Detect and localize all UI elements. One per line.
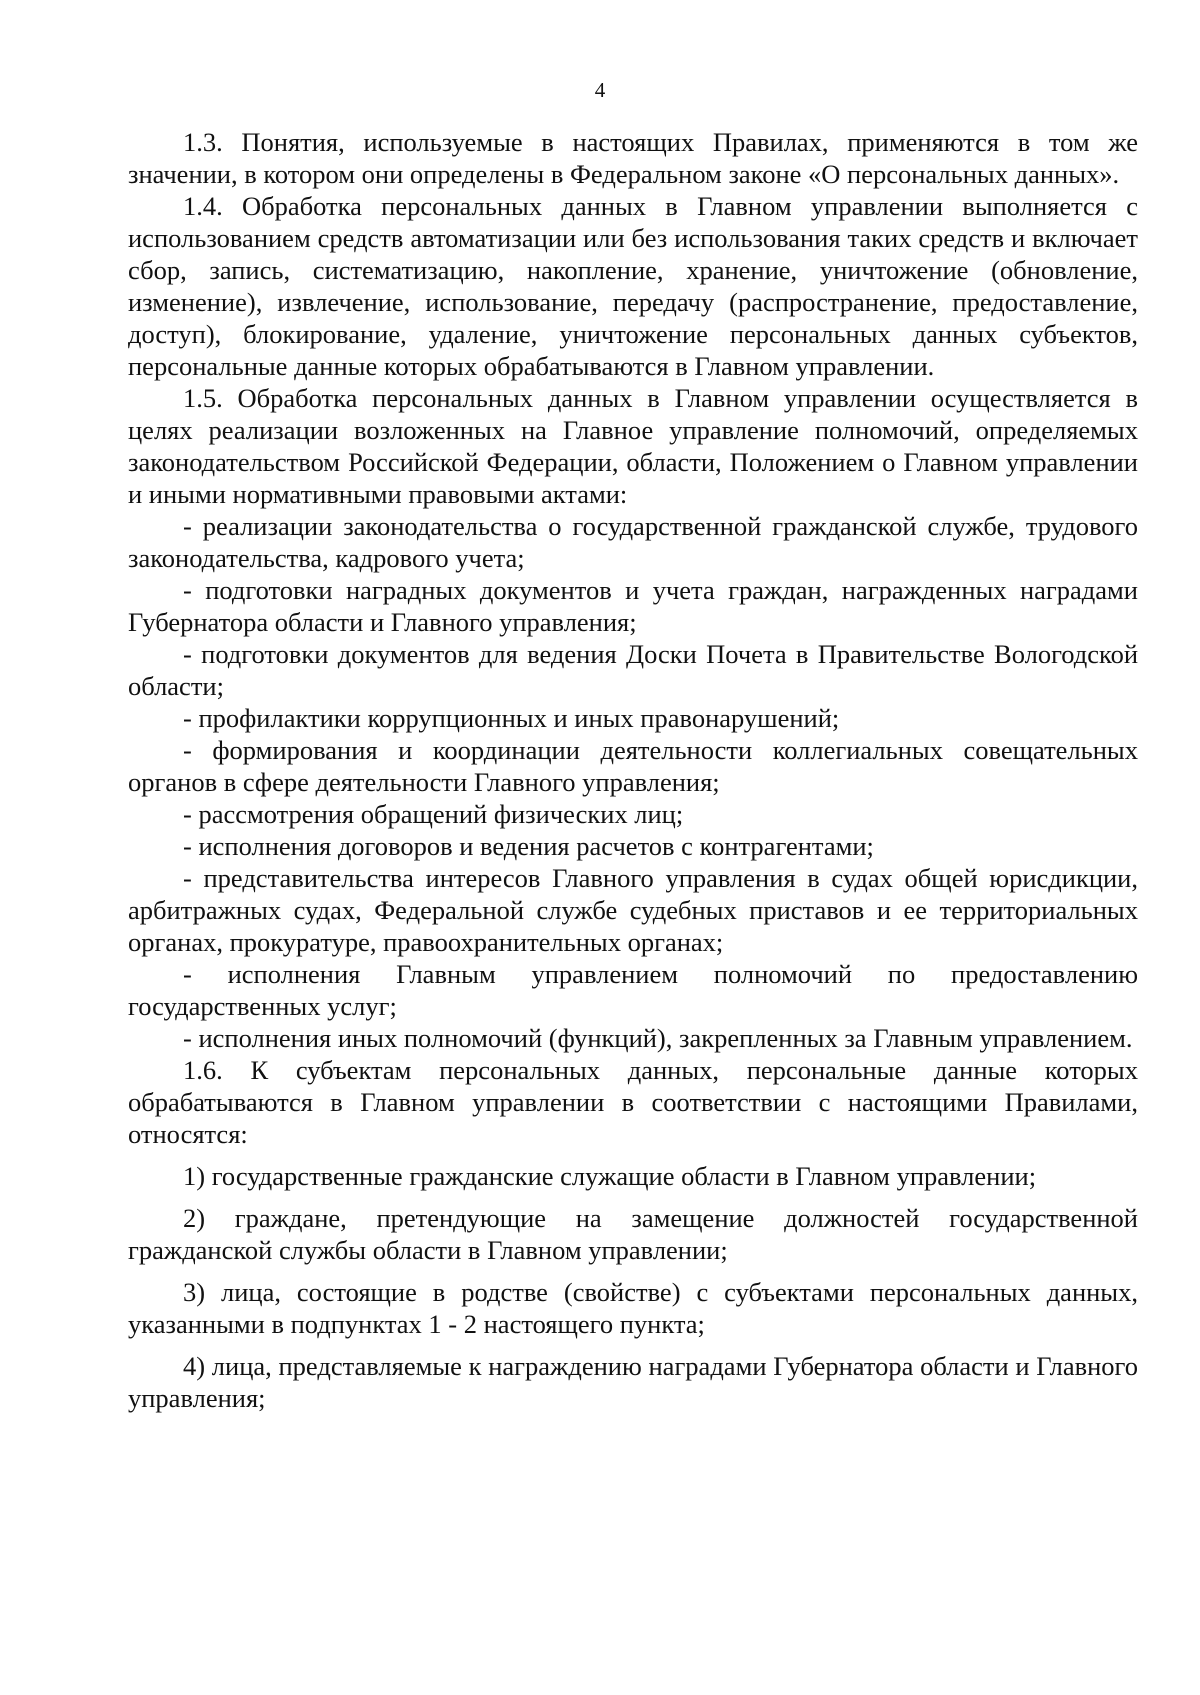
purpose-item: - подготовки наградных документов и учета граждан, награжденных наградами Губернатора области и Главного управления; [128, 575, 1138, 637]
paragraph-1-6: 1.6. К субъектам персональных данных, персональные данные которых обрабатываются в Главном управлении в соответствии с настоящими Правилами, относятся: [128, 1055, 1138, 1149]
subject-list-item: 3) лица, состоящие в родстве (свойстве) с субъектами персональных данных, указанными в подпунктах 1 - 2 настоящего пункта; [128, 1277, 1138, 1339]
subject-list-item: 4) лица, представляемые к награждению наградами Губернатора области и Главного управления; [128, 1351, 1138, 1413]
subject-list-item: 1) государственные гражданские служащие области в Главном управлении; [183, 1161, 1037, 1191]
subject-list-item: 2) граждане, претендующие на замещение должностей государственной гражданской службы области в Главном управлении; [128, 1203, 1138, 1265]
page-number: 4 [594, 78, 606, 102]
paragraph-1-4: 1.4. Обработка персональных данных в Главном управлении выполняется с использованием средств автоматизации или без использования таких средств и включает сбор, запись, систематизацию, накопление, хранение, уничтожение (обновление, изменение), извлечение, использование, передачу (распространение, предоставление, доступ), блокирование, удаление, уничтожение персональных данных субъектов, персональные данные которых обрабатываются в Главном управлении. [128, 191, 1138, 381]
purpose-item: - исполнения иных полномочий (функций), закрепленных за Главным управлением. [183, 1023, 1133, 1053]
purpose-item: - подготовки документов для ведения Доски Почета в Правительстве Вологодской области; [128, 639, 1138, 701]
purpose-item: - исполнения Главным управлением полномочий по предоставлению государственных услуг; [128, 959, 1138, 1021]
purpose-item: - представительства интересов Главного управления в судах общей юрисдикции, арбитражных судах, Федеральной службе судебных приставов и ее территориальных органах, прокуратуре, правоохранительных органах; [128, 863, 1138, 957]
purpose-item: - реализации законодательства о государственной гражданской службе, трудового законодательства, кадрового учета; [128, 511, 1138, 573]
purpose-item: - профилактики коррупционных и иных правонарушений; [183, 703, 840, 733]
purpose-item: - рассмотрения обращений физических лиц; [183, 799, 684, 829]
paragraph-1-3: 1.3. Понятия, используемые в настоящих Правилах, применяются в том же значении, в котором они определены в Федеральном законе «О персональных данных». [128, 127, 1138, 189]
document-body [128, 126, 1138, 1414]
paragraph-1-5: 1.5. Обработка персональных данных в Главном управлении осуществляется в целях реализации возложенных на Главное управление полномочий, определяемых законодательством Российской Федерации, области, Положением о Главном управлении и иными нормативными правовыми актами: [128, 383, 1138, 509]
purpose-item: - исполнения договоров и ведения расчетов с контрагентами; [183, 831, 874, 861]
purpose-item: - формирования и координации деятельности коллегиальных совещательных органов в сфере деятельности Главного управления; [128, 735, 1138, 797]
